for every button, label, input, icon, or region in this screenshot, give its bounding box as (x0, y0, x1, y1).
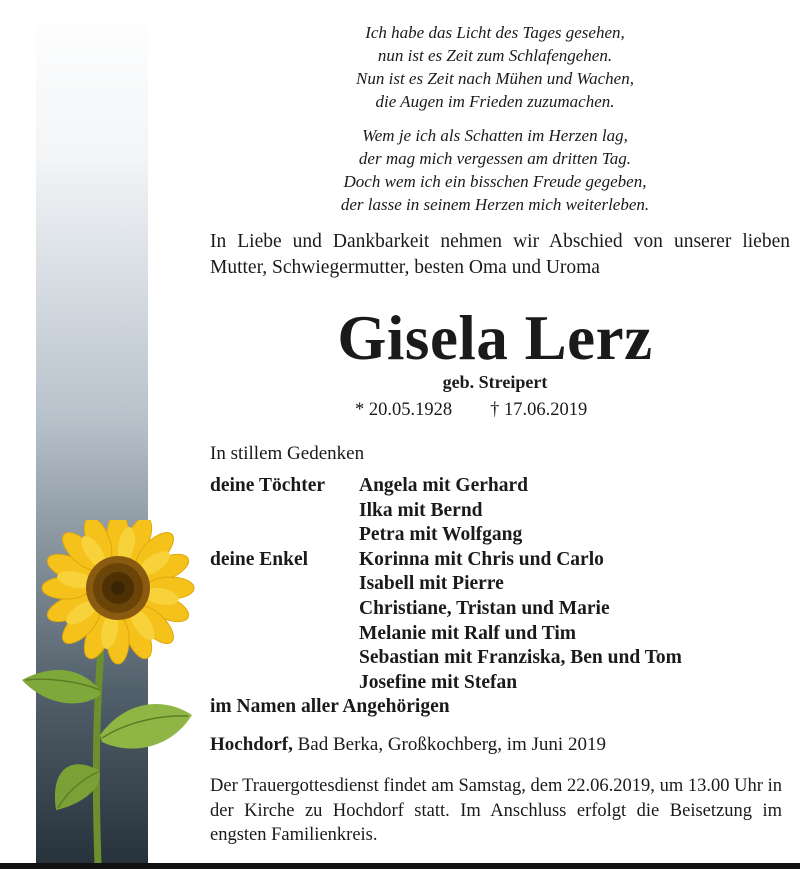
poem-line: der lasse in seinem Herzen mich weiterleben. (340, 195, 650, 214)
poem-line: Wem je ich als Schatten im Herzen lag, (362, 126, 628, 145)
service-info: Der Trauergottesdienst findet am Samstag, dem 22.06.2019, um 13.00 Uhr in der Kirche zu Hochdorf statt. Im Anschluss erfolgt die Beisetzung im engsten Familienkreis. (210, 776, 782, 845)
birth-name: geb. Streipert (442, 372, 548, 392)
poem-stanza-1 (210, 21, 780, 113)
deceased-name: Gisela Lerz (337, 303, 653, 373)
grandchildren-label: deine Enkel (210, 548, 309, 570)
location-date-line (210, 734, 606, 756)
family-member: Angela mit Gerhard (359, 475, 528, 496)
sunflower-icon (20, 520, 195, 865)
death-date: † 17.06.2019 (490, 400, 588, 420)
location-town: Hochdorf, (210, 734, 293, 755)
poem-line: Ich habe das Licht des Tages gesehen, (365, 23, 625, 42)
poem-line: die Augen im Frieden zuzumachen. (375, 92, 615, 111)
birth-date: * 20.05.1928 (355, 400, 453, 420)
closing-line: im Namen aller Angehörigen (210, 696, 450, 718)
poem-line: der mag mich vergessen am dritten Tag. (358, 149, 632, 168)
poem-line: Doch wem ich ein bisschen Freude gegeben, (343, 172, 647, 191)
family-member: Petra mit Wolfgang (359, 524, 523, 546)
poem-stanza-2 (210, 124, 780, 216)
bottom-border (0, 863, 800, 869)
family-member: Josefine mit Stefan (359, 671, 518, 693)
life-dates (355, 400, 587, 421)
poem-line: nun ist es Zeit zum Schlafengehen. (377, 46, 613, 65)
family-member: Melanie mit Ralf und Tim (359, 622, 577, 644)
memory-line: In stillem Gedenken (210, 443, 365, 464)
family-member: Christiane, Tristan und Marie (359, 597, 610, 619)
family-member: Sebastian mit Franziska, Ben und Tom (359, 647, 682, 669)
location-rest: Bad Berka, Großkochberg, im Juni 2019 (292, 734, 606, 755)
family-member: Korinna mit Chris und Carlo (359, 548, 604, 570)
daughters-label: deine Töchter (210, 475, 326, 496)
family-member: Ilka mit Bernd (359, 499, 483, 521)
family-member: Isabell mit Pierre (359, 573, 504, 595)
intro-text: In Liebe und Dankbarkeit nehmen wir Abschied von unserer lieben Mutter, Schwiegermutter, besten Oma und Uroma (210, 231, 790, 278)
poem-line: Nun ist es Zeit nach Mühen und Wachen, (356, 69, 634, 88)
